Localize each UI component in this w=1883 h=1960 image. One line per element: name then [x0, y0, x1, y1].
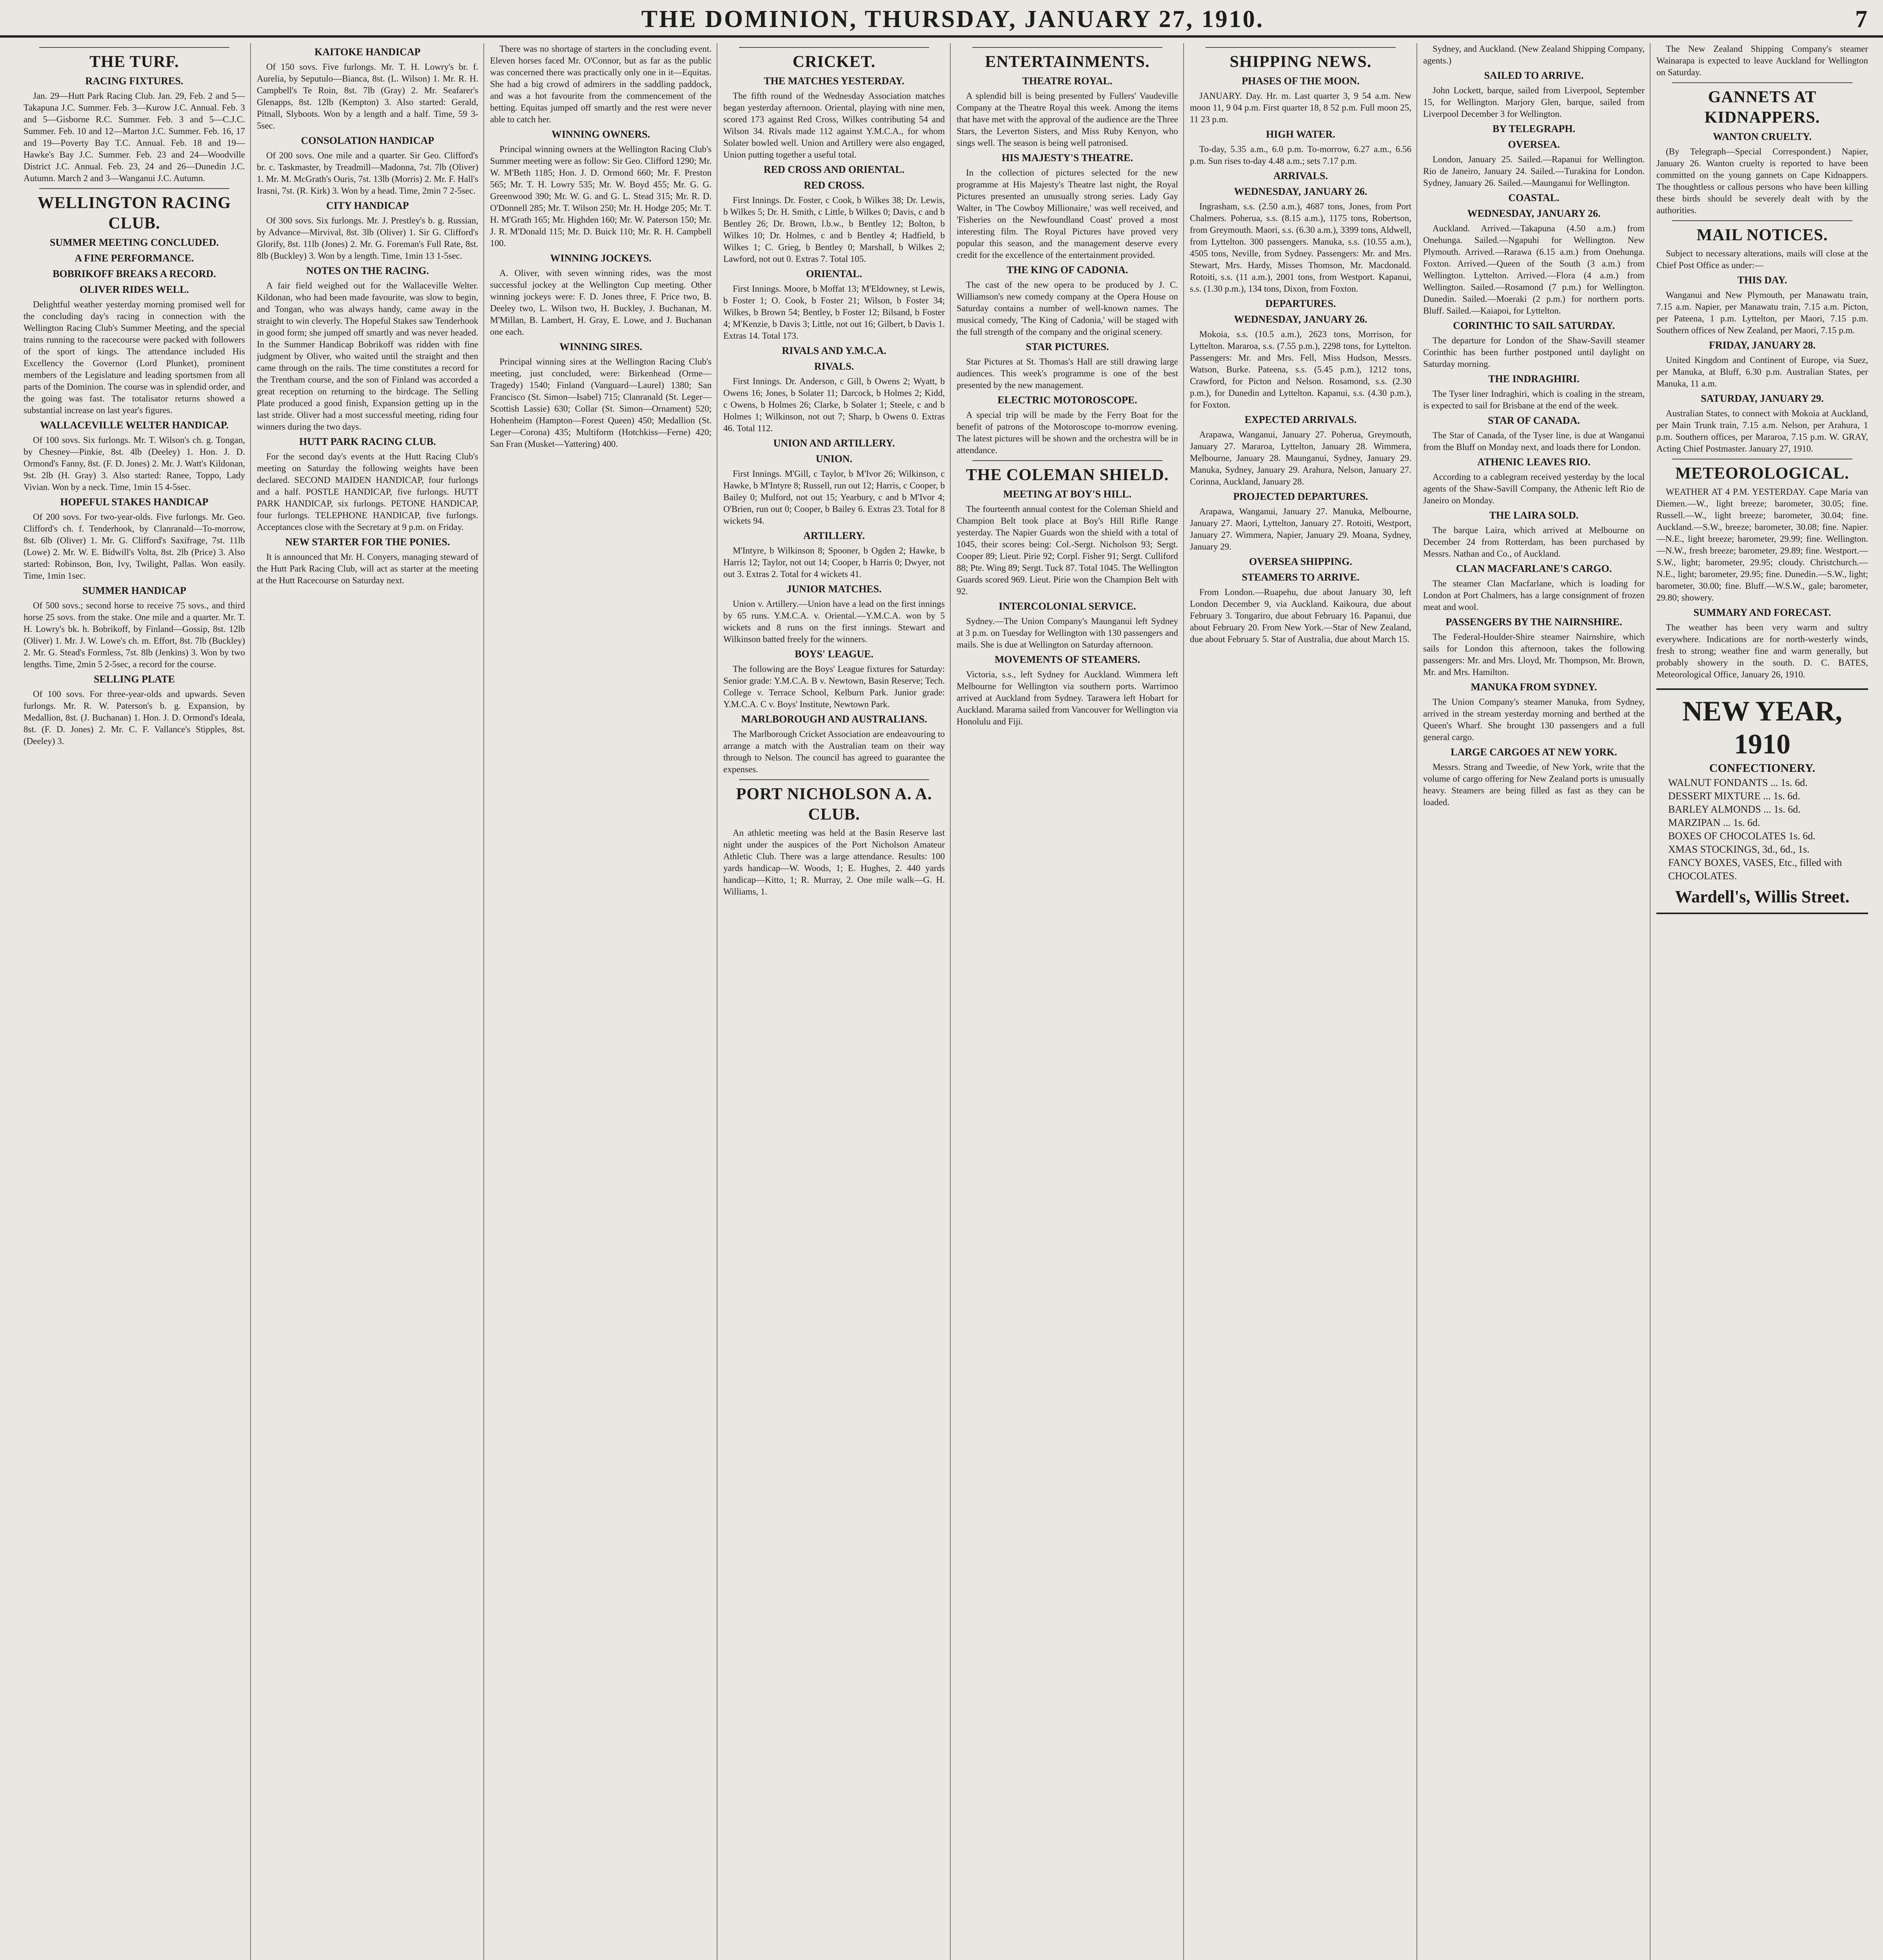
- section-subheading: THIS DAY.: [1737, 274, 1787, 286]
- article-body: [1656, 248, 1868, 271]
- section-subheading: WEDNESDAY, JANUARY 26.: [1234, 186, 1367, 197]
- article-body: [1190, 201, 1411, 295]
- section-subheading: DEPARTURES.: [1265, 298, 1336, 309]
- article-body: [723, 90, 945, 161]
- article-body: [1423, 43, 1645, 67]
- section-subheading: MARLBOROUGH AND AUSTRALIANS.: [741, 713, 927, 725]
- article-paragraph: The steamer Clan Macfarlane, which is loading for London at Port Chalmers, has a large consignment of frozen meat and wool.: [1423, 579, 1645, 612]
- article-paragraph: First Innings. Dr. Anderson, c Gill, b Owens 2; Wyatt, b Owens 16; Jones, b Solater 11; Darcock, b Holmes 2; Kidd, c Owens, b Holmes 26; Clarke, b Solater 1; Steele, c and b Holmes 1; Wilkinson, not out 7; Sharp, b Owens 0. Extras 46. Total 112.: [723, 376, 945, 433]
- article-body: [1423, 631, 1645, 678]
- article-body: [1190, 506, 1411, 553]
- section-subheading: RACING FIXTURES.: [85, 75, 183, 87]
- column-rule: [483, 43, 484, 1960]
- ad-tagline: Wardell's, Willis Street.: [1675, 887, 1850, 906]
- section-subheading: ARTILLERY.: [803, 530, 865, 541]
- ad-item: XMAS STOCKINGS, 3d., 6d., 1s.: [1668, 844, 1810, 855]
- section-title: THE COLEMAN SHIELD.: [966, 466, 1169, 484]
- article-paragraph: Messrs. Strang and Tweedie, of New York, write that the volume of cargo offering for New Zealand ports is unusually heavy. Steamers are being filled as fast as they can be loaded.: [1423, 762, 1645, 807]
- section-title: WELLINGTON RACING CLUB.: [37, 194, 231, 232]
- section-subheading: ORIENTAL.: [806, 268, 863, 279]
- article-body: [24, 90, 245, 184]
- section-subheading: OVERSEA.: [1508, 139, 1560, 150]
- article-body: [490, 43, 712, 125]
- section-subheading: BOYS' LEAGUE.: [795, 648, 873, 660]
- article-body: [1656, 289, 1868, 336]
- article-paragraph: Ingrasham, s.s. (2.50 a.m.), 4687 tons, Jones, from Port Chalmers. Poherua, s.s. (8.15 a.m.), 1175 tons, Robertson, from Greymouth. Maori, s.s. (6.30 a.m.), 3399 tons, Aldwell, from Lyttelton. 300 passengers. Manuka, s.s. (10.55 a.m.), 4505 tons, Neville, from Sydney. Passengers: Mr. and Mrs. Stewart, Mrs. Hardy, Misses Thomson, Mr. Macdonald. Rotoiti, s.s. (11 a.m.), 2001 tons, from Westport. Kapanui, s.s. (1.30 p.m.), 134 tons, Dixon, from Foxton.: [1190, 201, 1411, 294]
- ad-item: DESSERT MIXTURE ... 1s. 6d.: [1668, 790, 1800, 802]
- ad-item: MARZIPAN ... 1s. 6d.: [1668, 817, 1760, 828]
- article-body: [24, 434, 245, 493]
- section-subheading: MANUKA FROM SYDNEY.: [1471, 681, 1597, 693]
- section-subheading: WALLACEVILLE WELTER HANDICAP.: [40, 419, 229, 431]
- article-body: [957, 90, 1178, 149]
- article-body: [723, 663, 945, 710]
- section-subheading: WINNING SIRES.: [559, 341, 642, 352]
- article-paragraph: To-day, 5.35 a.m., 6.0 p.m. To-morrow, 6.27 a.m., 6.56 p.m. Sun rises to-day 4.48 a.m.; sets 7.17 p.m.: [1190, 144, 1411, 166]
- section-subheading: THE KING OF CADONIA.: [1006, 264, 1128, 276]
- article-body: [1190, 328, 1411, 411]
- section-divider: [39, 47, 229, 48]
- article-paragraph: United Kingdom and Continent of Europe, via Suez, per Manuka, at Bluff, 6.30 p.m. Australian States, per Manuka, 11 a.m.: [1656, 355, 1868, 388]
- article-paragraph: From London.—Ruapehu, due about January 30, left London December 9, via Auckland. Kaikoura, due about February 3. Tongariro, due about February 16. Papanui, due about February 20. From New York.—Star of New Zealand, due about February 5. Star of Australia, due about March 15.: [1190, 587, 1411, 644]
- article-paragraph: Of 500 sovs.; second horse to receive 75 sovs., and third horse 25 sovs. from the stake. One mile and a quarter. Mr. T. H. Lowry's bk. h. Bobrikoff, by Finland—Gossip, 8st. 12lb (Oliver) 1. Mr. J. W. Lowe's ch. m. Effort, 8st. 7lb (Buckley) 2. Mr. G. Stead's Formless, 7st. 8lb (Jenkins) 3. Won by two lengths. Time, 2min 5 2-5sec, a record for the course.: [24, 601, 245, 669]
- section-subheading: WINNING OWNERS.: [551, 129, 650, 140]
- section-title: MAIL NOTICES.: [1696, 226, 1828, 244]
- article-paragraph: Of 100 sovs. For three-year-olds and upwards. Seven furlongs. Mr. R. W. Paterson's b. g. Expansion, by Medallion, 8st. (J. Buchanan) 1. Hon. J. D. Ormond's Ideala, 8st. (F. D. Jones) 2. Mr. C. F. Vallance's Stipples, 8st. (Deeley) 3.: [24, 689, 245, 746]
- section-subheading: EXPECTED ARRIVALS.: [1244, 414, 1357, 425]
- section-subheading: RED CROSS.: [804, 180, 864, 191]
- article-paragraph: An athletic meeting was held at the Basin Reserve last night under the auspices of the Port Nicholson Amateur Athletic Club. There was a large attendance. Results: 100 yards handicap—W. Woods, 1; E. Hughes, 2. 440 yards handicap—Kitto, 1; R. Murray, 2. One mile walk—G. H. Williams, 1.: [723, 828, 945, 897]
- section-subheading: NOTES ON THE RACING.: [306, 265, 429, 276]
- section-subheading: UNION.: [815, 453, 853, 465]
- article-paragraph: The Star of Canada, of the Tyser line, is due at Wanganui from the Bluff on Monday next, and loads there for London.: [1423, 430, 1645, 452]
- article-body: [1656, 146, 1868, 216]
- article-body: [24, 688, 245, 747]
- article-body: [1423, 335, 1645, 370]
- section-subheading: RIVALS AND Y.M.C.A.: [782, 345, 886, 356]
- section-subheading: HIGH WATER.: [1266, 129, 1335, 140]
- article-body: [1423, 471, 1645, 506]
- section-title: CRICKET.: [792, 53, 876, 71]
- article-paragraph: M'Intyre, b Wilkinson 8; Spooner, b Ogden 2; Hawke, b Harris 12; Taylor, not out 14; Cooper, b Harris 0; Dwyer, not out 3. Extras 2. Total for 4 wickets 41.: [723, 546, 945, 579]
- article-paragraph: According to a cablegram received yesterday by the local agents of the Shaw-Savill Company, the Athenic left Rio de Janeiro on Monday.: [1423, 472, 1645, 505]
- section-subheading: RIVALS.: [814, 361, 854, 372]
- article-body: [1423, 761, 1645, 808]
- article-body: [257, 280, 478, 433]
- article-paragraph: Victoria, s.s., left Sydney for Auckland. Wimmera left Melbourne for Wellington via southern ports. Warrimoo arrived at Auckland from Sydney. Tarawera left Hobart for Auckland. Marama sailed from Vancouver for Wellington via Honolulu and Fiji.: [957, 670, 1178, 726]
- article-body: [957, 279, 1178, 338]
- article-body: [723, 376, 945, 434]
- section-divider: [1672, 220, 1852, 221]
- section-subheading: FRIDAY, JANUARY 28.: [1709, 339, 1816, 351]
- section-subheading: CONSOLATION HANDICAP: [301, 135, 434, 146]
- masthead: [0, 0, 1883, 38]
- section-subheading: BY TELEGRAPH.: [1493, 123, 1575, 134]
- article-paragraph: London, January 25. Sailed.—Rapanui for Wellington. Rio de Janeiro, January 24. Sailed.—Turakina for London. Sydney, January 26. Sailed.—Maunganui for Wellington.: [1423, 154, 1645, 188]
- section-subheading: RED CROSS AND ORIENTAL.: [763, 164, 905, 175]
- article-paragraph: The following are the Boys' League fixtures for Saturday: Senior grade: Y.M.C.A. B v. Newtown, Basin Reserve; Tech. College v. Terrace School, Kelburn Park. Junior grade: Y.M.C.A. C v. Boys' Institute, Newtown Park.: [723, 664, 945, 709]
- column-2: [257, 43, 478, 1960]
- article-paragraph: First Innings. Dr. Foster, c Cook, b Wilkes 38; Dr. Lewis, b Wilkes 5; Dr. H. Smith, c Little, b Wilkes 0; Davis, c and b Bentley 26; Dr. Brown, l.b.w., b Bentley 12; Bolton, b Wilkes 10; Dr. Holmes, c and b Bentley 4; Hadfield, b Wilkes 1; C. Grieg, b Bentley 0; Marshall, b Wilkes 2; Lawford, not out 0. Extras 7. Total 105.: [723, 195, 945, 264]
- article-body: [1423, 696, 1645, 743]
- section-title: GANNETS AT KIDNAPPERS.: [1704, 88, 1820, 127]
- article-body: [257, 150, 478, 197]
- section-subheading: A FINE PERFORMANCE.: [74, 252, 194, 264]
- article-paragraph: There was no shortage of starters in the concluding event. Eleven horses faced Mr. O'Connor, but as far as the public was concerned there was practically only one in it—Equitas. She had a big crowd of admirers in the saddling paddock, and was a hot favourite from the commencement of the betting. Equitas jumped off smartly and the rest were never able to catch her.: [490, 44, 712, 124]
- section-subheading: WEDNESDAY, JANUARY 26.: [1467, 208, 1601, 219]
- section-title: THE TURF.: [89, 53, 179, 71]
- section-subheading: INTERCOLONIAL SERVICE.: [999, 601, 1136, 612]
- article-body: [490, 267, 712, 338]
- article-paragraph: The New Zealand Shipping Company's steamer Wainarapa is expected to leave Auckland for Wellington on Saturday.: [1656, 44, 1868, 77]
- article-body: [24, 511, 245, 582]
- article-body: [1656, 408, 1868, 455]
- article-body: [257, 61, 478, 132]
- section-title: METEOROLOGICAL.: [1675, 465, 1849, 483]
- article-paragraph: Sydney.—The Union Company's Maunganui left Sydney at 3 p.m. on Tuesday for Wellington with 130 passengers and mails. She is due at Wellington on Saturday afternoon.: [957, 616, 1178, 650]
- article-body: [1423, 154, 1645, 189]
- article-body: [1423, 223, 1645, 317]
- section-subheading: JUNIOR MATCHES.: [786, 583, 882, 595]
- article-body: [490, 143, 712, 249]
- article-paragraph: John Lockett, barque, sailed from Liverpool, September 15, for Wellington. Marjory Glen, barque, sailed from Liverpool December 3 for Wellington.: [1423, 85, 1645, 119]
- article-body: [490, 356, 712, 450]
- article-body: [723, 598, 945, 645]
- article-body: [723, 827, 945, 898]
- column-rule: [1650, 43, 1651, 1960]
- article-paragraph: Star Pictures at St. Thomas's Hall are still drawing large audiences. This week's programme is one of the best presented by the new management.: [957, 357, 1178, 390]
- article-body: [723, 283, 945, 342]
- article-paragraph: First Innings. Moore, b Moffat 13; M'Eldowney, st Lewis, b Foster 1; O. Cook, b Foster 21; Wilson, b Foster 34; Wilkes, b Brown 54; Bentley, b Foster 12; Bilsand, b Foster 4; M'Kenzie, b Davis 3; Little, not out 16; Gilbert, b Davis 1. Extras 14. Total 173.: [723, 284, 945, 341]
- section-subheading: THE MATCHES YESTERDAY.: [764, 75, 904, 87]
- section-subheading: HIS MAJESTY'S THEATRE.: [1002, 152, 1133, 163]
- article-body: [257, 215, 478, 262]
- article-paragraph: Mokoia, s.s. (10.5 a.m.), 2623 tons, Morrison, for Lyttelton. Mararoa, s.s. (7.55 p.m.), 2298 tons, for Lyttelton. Passengers: Mr. and Mrs. Fell, Miss Hudson, Messrs. Watson, Burke. Pateena, s.s. (5.45 p.m.), 1212 tons, Crawford, for Picton and Nelson. Rosamond, s.s. (2.30 p.m.), for Dunedin and Lyttelton. Kapanui, s.s. (4.30 p.m.), for Foxton.: [1190, 329, 1411, 410]
- article-body: [957, 167, 1178, 261]
- ad-item: BARLEY ALMONDS ... 1s. 6d.: [1668, 804, 1801, 815]
- article-paragraph: The departure for London of the Shaw-Savill steamer Corinthic has been further postponed until daylight on Saturday morning.: [1423, 336, 1645, 369]
- article-body: [1423, 578, 1645, 613]
- page-number: 7: [1855, 6, 1867, 33]
- article-paragraph: Arapawa, Wanganui, January 27. Manuka, Melbourne, January 27. Maori, Lyttelton, January 27. Rotoiti, Westport, January 27. Wimmera, Napier, January 29. Moana, Sydney, January 29.: [1190, 506, 1411, 552]
- section-divider: [972, 460, 1162, 461]
- section-divider: [739, 779, 929, 780]
- column-8: [1656, 43, 1868, 1960]
- ad-item: FANCY BOXES, VASES, Etc., filled with CHOCOLATES.: [1668, 857, 1842, 882]
- ad-item: WALNUT FONDANTS ... 1s. 6d.: [1668, 777, 1808, 788]
- ad-item: BOXES OF CHOCOLATES 1s. 6d.: [1668, 830, 1816, 842]
- article-body: [1423, 388, 1645, 412]
- article-paragraph: Jan. 29—Hutt Park Racing Club. Jan. 29, Feb. 2 and 5—Takapuna J.C. Summer. Feb. 3—Kurow J.C. Annual. Feb. 3 and 5—Gisborne R.C. Summer. Feb. 3 and 5—C.J.C. Summer. Feb. 10 and 12—Marton J.C. Summer. Feb. 16, 17 and 19—Poverty Bay T.C. Annual. Feb. 18 and 19—Hawke's Bay J.C. Summer. Feb. 23 and 24—Woodville District J.C. Annual. Feb. 23, 24 and 26—Dunedin J.C. Autumn. March 2 and 3—Wanganui J.C. Autumn.: [24, 91, 245, 183]
- article-body: [1423, 430, 1645, 453]
- article-body: [957, 356, 1178, 391]
- section-title: PORT NICHOLSON A. A. CLUB.: [736, 785, 932, 824]
- article-paragraph: The Federal-Houlder-Shire steamer Nairnshire, which sails for London this afternoon, takes the following passengers: Mr. and Mrs. Lloyd, Mr. Thompson, Mr. Brown, Mr. and Mrs. Hamilton.: [1423, 632, 1645, 677]
- article-paragraph: The Union Company's steamer Manuka, from Sydney, arrived in the stream yesterday morning and berthed at the Queen's Wharf. She brought 130 passengers and a full general cargo.: [1423, 697, 1645, 742]
- section-subheading: CITY HANDICAP: [326, 200, 409, 211]
- article-body: [1656, 622, 1868, 681]
- article-paragraph: JANUARY. Day. Hr. m. Last quarter 3, 9 54 a.m. New moon 11, 9 04 p.m. First quarter 18, 8 52 p.m. Full moon 25, 11 23 p.m.: [1190, 91, 1411, 124]
- section-subheading: HUTT PARK RACING CLUB.: [299, 436, 436, 447]
- article-paragraph: The fourteenth annual contest for the Coleman Shield and Champion Belt took place at Boy's Hill Rifle Range yesterday. The Napier Guards won the shield with a total of 1045, their scores being: Col.-Sergt. Nicholson 93; Sergt. Cooper 89; Lieut. Pirie 92; Corpl. Fisher 91; Sergt. Culliford 88; Pte. Wing 89; Sergt. Tuck 87. Total 1045. The Wellington Guards scored 969. Lieut. Pirie won the Champion Belt with 92.: [957, 504, 1178, 596]
- section-subheading: PROJECTED DEPARTURES.: [1233, 491, 1368, 502]
- article-body: [1190, 586, 1411, 645]
- article-body: [1656, 354, 1868, 390]
- article-paragraph: Of 200 sovs. One mile and a quarter. Sir Geo. Clifford's br. c. Taskmaster, by Treadmill—Madonna, 7st. 7lb (Oliver) 1. Mr. M. McGrath's Ouris, 7st. 13lb (Morris) 2. Mr. F. Hall's Irasni, 7st. (R. Kirk) 3. Won by a head. Time, 2min 7 2-5sec.: [257, 151, 478, 196]
- column-rule: [250, 43, 251, 1960]
- article-paragraph: A fair field weighed out for the Wallaceville Welter. Kildonan, who had been made favourite, was slow to begin, and Tongan, who was always handy, came away in the straight to win cleverly. The Hopeful Stakes saw Tenderhook in good form; she jumped off smartly and was never headed. In the Summer Handicap Bobrikoff was ridden with fine judgment by Oliver, who waited until the straight and then came through on the rails. The time constitutes a record for the Trentham course, and the son of Finland was accorded a great reception on returning to the birdcage. The Selling Plate produced a good finish, Expansion getting up in the last stride. Oliver had a most successful meeting, riding four winners during the two days.: [257, 281, 478, 432]
- article-paragraph: Arapawa, Wanganui, January 27. Poherua, Greymouth, January 27. Mararoa, Lyttelton, January 28. Wimmera, Melbourne, January 28. Maunganui, Sydney, January 29. Manuka, Sydney, January 29. Arahura, Nelson, January 27. Corinna, Auckland, January 28.: [1190, 430, 1411, 486]
- section-subheading: ATHENIC LEAVES RIO.: [1477, 456, 1591, 468]
- section-subheading: STAR OF CANADA.: [1488, 415, 1580, 426]
- article-paragraph: The Marlborough Cricket Association are endeavouring to arrange a match with the Australian team on their way through to Nelson. The council has agreed to guarantee the expenses.: [723, 729, 945, 774]
- section-subheading: STEAMERS TO ARRIVE.: [1242, 572, 1360, 583]
- article-paragraph: Principal winning owners at the Wellington Racing Club's Summer meeting were as follow: Sir Geo. Clifford 1290; Mr. W. M'Beth 1185; Hon. J. D. Ormond 660; Mr. F. Preston 565; Mr. T. H. Lowry 535; Mr. W. Boyd 455; Mr. G. G. Greenwood 390; Mr. W. G. and G. L. Stead 315; Mr. R. D. O'Donnell 285; Mr. T. Wilson 250; Mr. H. Hodge 205; Mr. T. H. M'Grath 165; Mr. Highden 160; Mr. W. Paterson 150; Mr. J. R. M'Donald 115; Mr. D. Buick 110; Mr. R. H. Campbell 100.: [490, 144, 712, 248]
- section-subheading: ARRIVALS.: [1273, 170, 1328, 181]
- section-divider: [1672, 82, 1852, 83]
- section-subheading: COASTAL.: [1508, 192, 1560, 203]
- article-body: [1190, 90, 1411, 125]
- advertisement: [1656, 688, 1868, 914]
- article-paragraph: It is announced that Mr. H. Conyers, managing steward of the Hutt Park Racing Club, will act as starter at the meeting at the Hutt Racecourse on Saturday next.: [257, 552, 478, 585]
- section-subheading: MEETING AT BOY'S HILL.: [1003, 488, 1132, 500]
- section-subheading: KAITOKE HANDICAP: [314, 46, 421, 58]
- section-subheading: OVERSEA SHIPPING.: [1249, 556, 1352, 567]
- ad-subheading: CONFECTIONERY.: [1709, 762, 1816, 775]
- article-paragraph: Auckland. Arrived.—Takapuna (4.50 a.m.) from Onehunga. Sailed.—Ngapuhi for Wellington. New Plymouth. Arrived.—Rarawa (6.15 a.m.) from Onehunga. Foxton. Arrived.—Queen of the South (3 a.m.) from Wellington. Lyttelton. Arrived.—Flora (4 a.m.) from Wellington. Sailed.—Rosamond (7 p.m.) for Wellington. Dunedin. Sailed.—Moeraki (2 p.m.) for northern ports. Bluff. Sailed.—Kaiapoi, for Lyttelton.: [1423, 223, 1645, 316]
- article-body: [1423, 524, 1645, 560]
- article-paragraph: Wanganui and New Plymouth, per Manawatu train, 7.15 a.m. Napier, per Manawatu train, 7.15 a.m. Picton, per Pateena, 1 p.m. Lyttelton, per Maori, 7.15 p.m. Southern offices of New Zealand, per Maori, 7.15 p.m.: [1656, 290, 1868, 335]
- section-subheading: MOVEMENTS OF STEAMERS.: [994, 654, 1140, 665]
- section-subheading: PASSENGERS BY THE NAIRNSHIRE.: [1445, 616, 1622, 628]
- article-paragraph: A special trip will be made by the Ferry Boat for the benefit of patrons of the Motoroscope to-morrow evening. The latest pictures will be shown and the orchestra will be in attendance.: [957, 410, 1178, 455]
- article-body: [723, 545, 945, 580]
- section-subheading: SAILED TO ARRIVE.: [1484, 70, 1584, 81]
- article-body: [1656, 486, 1868, 604]
- article-body: [257, 451, 478, 533]
- column-rule: [1183, 43, 1184, 1960]
- article-paragraph: The barque Laira, which arrived at Melbourne on December 24 from Rotterdam, has been purchased by Messrs. Nathan and Co., of Auckland.: [1423, 525, 1645, 559]
- column-rule: [950, 43, 951, 1960]
- section-divider: [39, 188, 229, 189]
- article-body: [723, 468, 945, 527]
- column-1: [24, 43, 245, 1960]
- section-subheading: BOBRIKOFF BREAKS A RECORD.: [53, 268, 216, 279]
- column-4: [723, 43, 945, 1960]
- section-subheading: WINNING JOCKEYS.: [550, 252, 652, 264]
- article-paragraph: Of 300 sovs. Six furlongs. Mr. J. Prestley's b. g. Russian, by Advance—Mirvival, 8st. 3lb (Oliver) 1. Sir G. Clifford's Glorify, 8st. 11lb (Jones) 2. Mr. G. Foreman's Full Rate, 8st. 8lb (Buckley) 3. Won by a length. Time, 1min 13 1-5sec.: [257, 216, 478, 261]
- article-paragraph: The fifth round of the Wednesday Association matches began yesterday afternoon. Oriental, playing with nine men, scored 173 against Red Cross, Wilkes contributing 54 and Wilson 34. Rivals made 112 against Y.M.C.A., for whom Solater bowled well. Union and Artillery were also engaged, Union putting together a useful total.: [723, 91, 945, 160]
- article-body: [257, 551, 478, 586]
- section-title: ENTERTAINMENTS.: [985, 53, 1150, 71]
- section-subheading: ELECTRIC MOTOROSCOPE.: [997, 394, 1137, 406]
- section-subheading: WANTON CRUELTY.: [1713, 131, 1812, 142]
- ad-heading: NEW YEAR, 1910: [1682, 695, 1843, 760]
- article-paragraph: Of 100 sovs. Six furlongs. Mr. T. Wilson's ch. g. Tongan, by Chesney—Pinkie, 8st. 4lb (Deeley) 1. Hon. J. D. Ormond's Fanny, 8st. (F. D. Jones) 2. Mr. J. Watt's Kildonan, 9st. 2lb (H. Gray) 3. Also started: Ranee, Toppo, Lady Vivian. Won by a neck. Time, 1min 15 4-5sec.: [24, 435, 245, 492]
- section-subheading: PHASES OF THE MOON.: [1242, 75, 1360, 87]
- section-subheading: SUMMER MEETING CONCLUDED.: [49, 237, 219, 248]
- article-paragraph: A. Oliver, with seven winning rides, was the most successful jockey at the Wellington Cup meeting. Other winning jockeys were: F. D. Jones three, F. Price two, B. Deeley two, L. Wilson two, H. Buckley, J. Buchanan, M. M'Millan, B. Lambert, H. Gray, E. Lowe, and J. Buchanan one each.: [490, 268, 712, 337]
- article-body: [24, 600, 245, 670]
- article-body: [723, 728, 945, 775]
- article-body: [957, 615, 1178, 651]
- article-body: [1190, 429, 1411, 488]
- section-subheading: SUMMER HANDICAP: [82, 585, 187, 596]
- article-paragraph: In the collection of pictures selected for the new programme at His Majesty's Theatre last night, the Royal Pictures presented an unusually strong series. Lady Gay Walter, in 'The Cowboy Millionaire,' was well received, and 'Fisheries on the Newfoundland Coast' proved a most interesting film. The Royal Pictures have proved very popular this season, and the management deserve every credit for the excellence of the entertainment provided.: [957, 168, 1178, 260]
- section-subheading: OLIVER RIDES WELL.: [79, 284, 189, 295]
- article-paragraph: Of 200 sovs. For two-year-olds. Five furlongs. Mr. Geo. Clifford's ch. f. Tenderhook, by Clanranald—To-morrow, 8st. 6lb (Oliver) 1. Mr. G. Clifford's Saxifrage, 7st. 11lb (Lowe) 2. Mr. W. E. Bidwill's Volta, 8st. 2lb (Price) 3. Also started: Robinson, Bon, Ivy, Twilight, Pallas. Won easily. Time, 1min 1sec.: [24, 512, 245, 581]
- article-paragraph: Principal winning sires at the Wellington Racing Club's meeting, just concluded, were: Birkenhead (Orme—Tragedy) 1540; Finland (Vanguard—Laurel) 1380; San Francisco (St. Simon—Isabel) 715; Clanranald (St. Leger—Scottish Lassie) 630; Collar (St. Simon—Ornament) 520; Hohenheim (Hampton—Forest Queen) 450; Medallion (St. Leger—Corona) 435; Multiform (Hotchkiss—Ferne) 420; San Fran (Musket—Yattering) 400.: [490, 357, 712, 449]
- article-body: [24, 299, 245, 416]
- article-paragraph: Sydney, and Auckland. (New Zealand Shipping Company, agents.): [1423, 44, 1645, 65]
- section-subheading: LARGE CARGOES AT NEW YORK.: [1451, 746, 1617, 758]
- section-divider: [972, 47, 1162, 48]
- article-paragraph: WEATHER AT 4 P.M. YESTERDAY. Cape Maria van Diemen.—W., light breeze; barometer, 30.05; fine. Russell.—W., light breeze; barometer, 30.04; fine. Auckland.—S.W., breeze; barometer, 30.08; fine. Napier.—N.E., light breeze; barometer, 29.99; fine. Wellington.—N.W., fresh breeze; barometer, 29.89; fine. Westport.—S.W., light; barometer, 29.95; cloudy. Christchurch.—N.E., light; barometer, 29.95; fine. Dunedin.—S.W., light; barometer, 30.00; fine. Bluff.—W.S.W., gale; barometer, 29.80; showery.: [1656, 487, 1868, 603]
- article-paragraph: For the second day's events at the Hutt Racing Club's meeting on Saturday the following weights have been declared. SECOND MAIDEN HANDICAP, four furlongs and a half. POSTLE HANDICAP, five furlongs. HUTT PARK HANDICAP, six furlongs. PETONE HANDICAP, four furlongs. TELEPHONE HANDICAP, five furlongs. Acceptances close with the Secretary at 9 p.m. on Friday.: [257, 452, 478, 532]
- article-paragraph: Australian States, to connect with Mokoia at Auckland, per Main Trunk train, 7.15 a.m. Nelson, per Arahura, 1 p.m. Southern offices, per Mararoa, 7.15 p.m. W. GRAY, Acting Chief Postmaster. January 27, 1910.: [1656, 408, 1868, 454]
- article-paragraph: First Innings. M'Gill, c Taylor, b M'Ivor 26; Wilkinson, c Hawke, b M'Intyre 8; Russell, run out 12; Harris, c Cooper, b Bailey 0; Mulford, not out 15; Yearbury, c and b M'Ivor 4; O'Brien, run out 0; Cooper, b Bailey 6. Extras 23. Total for 8 wickets 94.: [723, 469, 945, 526]
- section-subheading: SELLING PLATE: [94, 673, 175, 685]
- section-subheading: THEATRE ROYAL.: [1022, 75, 1113, 87]
- section-subheading: THE LAIRA SOLD.: [1489, 510, 1579, 521]
- section-subheading: CLAN MACFARLANE'S CARGO.: [1456, 563, 1612, 574]
- section-subheading: SUMMARY AND FORECAST.: [1693, 607, 1831, 618]
- article-body: [957, 409, 1178, 456]
- section-subheading: STAR PICTURES.: [1026, 341, 1109, 352]
- section-divider: [739, 47, 929, 48]
- column-rule: [1416, 43, 1417, 1960]
- section-subheading: SATURDAY, JANUARY 29.: [1701, 393, 1824, 404]
- article-paragraph: The cast of the new opera to be produced by J. C. Williamson's new comedy company at the Opera House on Saturday contains a number of well-known names. The musical comedy, 'The King of Cadonia,' will be staged with the full strength of the company and the original scenery.: [957, 280, 1178, 337]
- article-paragraph: (By Telegraph—Special Correspondent.) Napier, January 26. Wanton cruelty is reported to have been committed on the young gannets on Cape Kidnappers. The thoughtless or callous persons who have been killing these birds should be severely dealt with by the authorities.: [1656, 147, 1868, 215]
- article-body: [1423, 85, 1645, 120]
- column-6: [1190, 43, 1411, 1960]
- article-paragraph: The weather has been very warm and sultry everywhere. Indications are for north-westerly winds, fresh to strong; weather fine and warm generally, but probably showery in the south. D. C. BATES, Meteorological Office, January 26, 1910.: [1656, 622, 1868, 679]
- article-paragraph: A splendid bill is being presented by Fullers' Vaudeville Company at the Theatre Royal this week. Among the items that have met with the approval of the audience are the Three Stars, the Leverton Sisters, and Miss Ruby Kenyon, who sings well. The season is being well patronised.: [957, 91, 1178, 148]
- article-paragraph: Subject to necessary alterations, mails will close at the Chief Post Office as under:—: [1656, 249, 1868, 270]
- column-5: [957, 43, 1178, 1960]
- article-paragraph: Union v. Artillery.—Union have a lead on the first innings by 65 runs. Y.M.C.A. v. Oriental.—Y.M.C.A. won by 5 wickets and 8 runs on the first innings. Stewart and Wilkinson batted freely for the winners.: [723, 599, 945, 644]
- newspaper-title: THE DOMINION, THURSDAY, JANUARY 27, 1910.: [641, 6, 1264, 33]
- article-body: [1656, 43, 1868, 78]
- article-paragraph: Delightful weather yesterday morning promised well for the concluding day's racing in connection with the Wellington Racing Club's Summer Meeting, and the special trains running to the racecourse were packed with followers of the sport of kings. The attendance included His Excellency the Governor (Lord Plunket), prominent members of the Legislature and leading sportsmen from all parts of the Dominion. The course was in splendid order, and the going was fast. The totalisator returns showed a substantial increase on last year's figures.: [24, 299, 245, 415]
- article-body: [957, 669, 1178, 728]
- section-subheading: CORINTHIC TO SAIL SATURDAY.: [1453, 320, 1615, 331]
- article-paragraph: Of 150 sovs. Five furlongs. Mr. T. H. Lowry's br. f. Aurelia, by Seputulo—Bianca, 8st. (L. Wilson) 1. Mr. R. H. Campbell's Te Roin, 8st. 7lb (Gray) 2. Mr. Seafarer's Glenapps, 8st. 12lb (Kempton) 3. Also started: Gerald, Pitnall, Slyboots. Won by a length and a half. Time, 59 3-5sec.: [257, 62, 478, 131]
- article-body: [723, 194, 945, 265]
- section-subheading: NEW STARTER FOR THE PONIES.: [285, 536, 450, 548]
- section-title: SHIPPING NEWS.: [1229, 53, 1372, 71]
- section-subheading: THE INDRAGHIRI.: [1488, 373, 1580, 385]
- article-paragraph: The Tyser liner Indraghiri, which is coaling in the stream, is expected to sail for Brisbane at the end of the week.: [1423, 389, 1645, 410]
- section-subheading: WEDNESDAY, JANUARY 26.: [1234, 314, 1367, 325]
- article-body: [957, 503, 1178, 597]
- column-3: [490, 43, 712, 1960]
- section-divider: [1206, 47, 1396, 48]
- section-subheading: HOPEFUL STAKES HANDICAP: [60, 496, 209, 508]
- section-subheading: UNION AND ARTILLERY.: [773, 437, 895, 449]
- column-7: [1423, 43, 1645, 1960]
- article-body: [1190, 143, 1411, 167]
